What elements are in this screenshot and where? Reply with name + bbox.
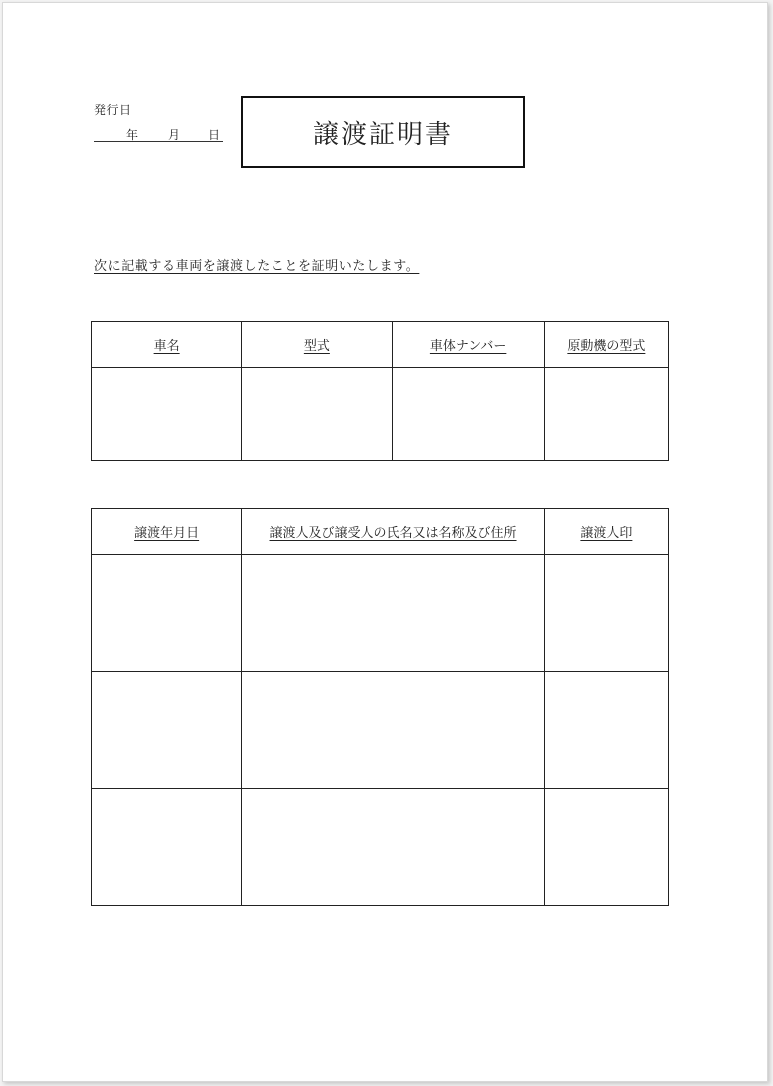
table-row [92,368,669,461]
vehicle-table-header-row [92,322,669,368]
parties-cell[interactable] [242,555,545,672]
title-box [241,96,525,168]
parties-cell[interactable] [242,789,545,906]
header-vehicle-name: 車名 [92,322,242,368]
header-transferor-seal: 譲渡人印 [544,509,668,555]
vehicle-table [91,321,669,461]
table-row [92,789,669,906]
model-cell[interactable] [242,368,392,461]
document-page [2,2,768,1082]
header-engine-model: 原動機の型式 [544,322,668,368]
transfer-date-cell[interactable] [92,555,242,672]
seal-cell[interactable] [544,555,668,672]
header-parties-name-address: 譲渡人及び譲受人の氏名又は名称及び住所 [242,509,545,555]
header-model: 型式 [242,322,392,368]
transfer-date-cell[interactable] [92,672,242,789]
engine-model-cell[interactable] [544,368,668,461]
vehicle-name-cell[interactable] [92,368,242,461]
transfer-date-cell[interactable] [92,789,242,906]
transfer-table-header-row [92,509,669,555]
date-unit-day: 日 [208,128,221,142]
issue-date-label: 発行日 [94,103,132,117]
transfer-table [91,508,669,906]
parties-cell[interactable] [242,672,545,789]
header-transfer-date: 譲渡年月日 [92,509,242,555]
header-chassis-number: 車体ナンバー [392,322,544,368]
date-unit-year: 年 [126,128,139,142]
seal-cell[interactable] [544,789,668,906]
seal-cell[interactable] [544,672,668,789]
issue-date-field[interactable] [94,125,223,142]
table-row [92,555,669,672]
date-unit-month: 月 [168,128,181,142]
table-row [92,672,669,789]
chassis-number-cell[interactable] [392,368,544,461]
certification-statement: 次に記載する車両を譲渡したことを証明いたします。 [94,259,420,274]
document-title: 譲渡証明書 [312,119,453,150]
